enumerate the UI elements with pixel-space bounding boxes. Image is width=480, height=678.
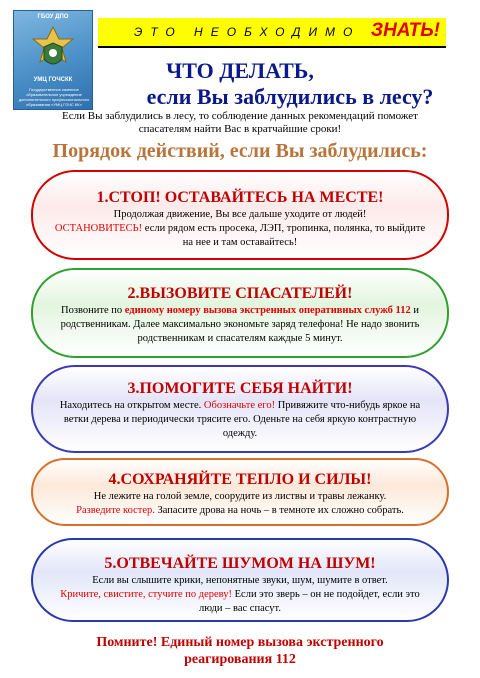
step-text-after: Запасите дрова на ночь – в темноте их сложно собрать. <box>154 505 404 516</box>
logo-top-text: ГБОУ ДПО <box>37 14 69 20</box>
step-highlight: ОСТАНОВИТЕСЬ! <box>54 223 143 234</box>
step-text-before: Находитесь на открытом месте. <box>59 400 204 411</box>
step-line: Не лежите на голой земле, соорудите из листвы и травы лежанку. <box>93 491 387 502</box>
step-text <box>33 399 447 441</box>
logo-mid-text: УМЦ ГОЧСКК <box>33 77 73 83</box>
step-heading: 1.СТОП! ОСТАВАЙТЕСЬ НА МЕСТЕ! <box>96 189 384 206</box>
warning-banner <box>98 18 446 48</box>
step-text-after: и родственникам. Далее максимально экономьте заряд телефона! Не надо звонить родственникам и спасателям каждые 5 минут. <box>60 305 420 344</box>
logo-bottom-text: Государственное казенное образовательное учреждение дополнительного профессионального образования «УМЦ ГОЧС КК» <box>18 87 90 107</box>
step-highlight: Кричите, свистите, стучите по дереву! <box>60 589 232 600</box>
step-highlight: Разведите костер. <box>76 505 155 516</box>
step-highlight: Обозначьте его! <box>203 400 276 411</box>
step-card-5 <box>31 538 449 622</box>
banner-left-text: ЭТО НЕОБХОДИМО <box>134 25 361 39</box>
step-text-after: Если это зверь – он не подойдет, если это люди – вас спасут. <box>199 589 420 614</box>
step-highlight: единому номеру вызова экстренных оперативных служб 112 <box>124 305 411 316</box>
footer-line2: реагирования 112 <box>184 652 296 667</box>
intro-text: Если Вы заблудились в лесу, то соблюдение данных рекомендаций поможет спасателям найти Вас в кратчайшие сроки! <box>62 110 418 135</box>
step-heading: 2.ВЫЗОВИТЕ СПАСАТЕЛЕЙ! <box>127 285 353 302</box>
step-text-after: Привяжите что-нибудь яркое на ветки дерева и периодически трясите его. Оденьте на себя яркую контрастную одежду. <box>63 400 421 439</box>
banner-right-text: ЗНАТЬ! <box>370 20 440 41</box>
step-heading: 4.СОХРАНЯЙТЕ ТЕПЛО И СИЛЫ! <box>108 471 372 488</box>
step-heading: 3.ПОМОГИТЕ СЕБЯ НАЙТИ! <box>127 380 353 397</box>
step-line: Если вы слышите крики, непонятные звуки, шум, шумите в ответ. <box>92 575 388 586</box>
step-text <box>33 490 447 518</box>
step-text <box>33 574 447 616</box>
step-card-3 <box>31 365 449 453</box>
step-text <box>33 208 447 250</box>
page-title-line1: ЧТО ДЕЛАТЬ, <box>166 58 314 83</box>
step-card-4 <box>31 458 449 526</box>
step-text-after: если рядом есть просека, ЛЭП, тропинка, полянка, то выйдите на нее и там оставайтесь! <box>142 223 426 248</box>
step-heading: 5.ОТВЕЧАЙТЕ ШУМОМ НА ШУМ! <box>104 555 376 572</box>
step-line: Продолжая движение, Вы все дальше уходите от людей! <box>113 209 367 220</box>
section-subheading: Порядок действий, если Вы заблудились: <box>52 140 428 162</box>
page-title-line2: если Вы заблудились в лесу? <box>146 84 434 109</box>
footer-line1: Помните! Единый номер вызова экстренного <box>96 635 384 650</box>
step-text <box>33 304 447 346</box>
footer-reminder <box>0 634 480 668</box>
step-text-before: Позвоните по <box>61 305 125 316</box>
step-card-1 <box>31 170 449 260</box>
step-card-2 <box>31 268 449 358</box>
